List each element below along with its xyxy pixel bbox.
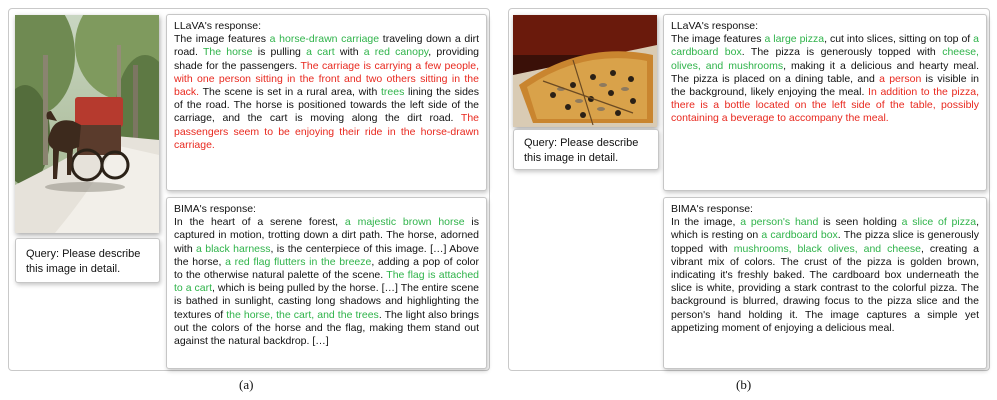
correct-phrase: a majestic brown horse [344, 216, 465, 229]
response-text-segment: In the heart of a serene forest, [174, 216, 345, 229]
correct-phrase: a cart [306, 46, 335, 59]
panel-a [8, 8, 490, 371]
response-text-segment: , adding a pop of color to the otherwise natural palette of the scene. [174, 255, 479, 282]
response-text-segment: , cut into slices, sitting on top of [824, 33, 974, 46]
llava-response-text [671, 33, 979, 124]
correct-phrase: a person's hand [740, 216, 819, 229]
caption-a: (a) [239, 377, 254, 392]
hallucinated-phrase: The passengers seem to be enjoying their ride in the horse-drawn carriage. [174, 112, 479, 151]
hallucinated-phrase: The carriage is carrying a few people, with one person sitting in the front and two others sitting in the back. [174, 59, 479, 99]
response-text-segment: , is the centerpiece of this image. […] Above the horse, [174, 242, 479, 268]
correct-phrase: a red canopy [363, 46, 429, 59]
query-box: Query: Please describe this image in detail. [513, 129, 659, 170]
bima-response-text [174, 216, 479, 347]
correct-phrase: trees [381, 86, 405, 99]
correct-phrase: cheese, olives, and mushrooms [671, 46, 979, 72]
response-text-segment: traveling down a dirt road. [174, 33, 479, 59]
correct-phrase: mushrooms, black olives, and cheese [733, 242, 921, 255]
bima-response-title: BIMA's response: [671, 203, 753, 215]
response-text-segment: is visible in the background, likely enjoying the meal. [671, 72, 979, 99]
correct-phrase: The flag is attached to a cart [174, 269, 480, 295]
response-text-segment: . The pizza is generously topped with [741, 46, 943, 59]
bima-response-box [663, 197, 987, 369]
bima-response-title: BIMA's response: [174, 203, 256, 215]
correct-phrase: a slice of pizza [901, 216, 977, 229]
response-text-segment: , which is resting on [671, 216, 979, 242]
pizza-photo [513, 15, 657, 127]
correct-phrase: a black harness [196, 242, 271, 255]
response-text-segment: . The pizza slice is generously topped with [671, 229, 979, 255]
caption-b: (b) [736, 377, 752, 392]
response-text-segment: is seen holding [818, 216, 902, 229]
bima-response-box [166, 197, 487, 369]
response-text-segment: , making it a delicious and hearty meal. The pizza is placed on a dining table, and [671, 59, 979, 85]
response-text-segment: is pulling [252, 46, 307, 59]
response-text-segment: In the image, [671, 216, 741, 229]
correct-phrase: the horse, the cart, and the trees [226, 308, 379, 321]
correct-phrase: a cardboard box [761, 229, 838, 242]
llava-response-box [663, 14, 987, 191]
query-box: Query: Please describe this image in detail. [15, 238, 160, 283]
response-text-segment: , which is being pulled by the horse. […] The entire scene is bathed in sunlight, casting long shadows and highlighting the textures of [174, 282, 479, 321]
response-text-segment: , providing shade for the passengers. [174, 46, 479, 72]
hallucinated-phrase: a person [879, 72, 922, 85]
panel-b [508, 8, 990, 371]
bima-response-text [671, 216, 979, 334]
llava-response-box [166, 14, 487, 191]
correct-phrase: a cardboard box [671, 33, 980, 59]
pizza-illustration [513, 15, 657, 127]
horse-carriage-illustration [15, 15, 159, 233]
response-text-segment: The image features [671, 33, 765, 46]
horse-carriage-photo [15, 15, 159, 233]
response-text-segment: lining the sides of the road. The horse is positioned towards the left side of the carriage, and the cart is moving along the dirt road. [174, 86, 479, 125]
correct-phrase: a red flag flutters in the breeze [225, 255, 372, 268]
llava-response-text [174, 33, 479, 151]
correct-phrase: a large pizza [764, 33, 825, 46]
correct-phrase: The horse [202, 46, 253, 59]
response-text-segment: The scene is set in a rural area, with [199, 86, 381, 99]
response-text-segment: The image features [174, 33, 270, 46]
llava-response-title: LLaVA's response: [671, 20, 759, 32]
response-text-segment: with [334, 46, 364, 59]
correct-phrase: a horse-drawn carriage [269, 33, 380, 46]
response-text-segment: , creating a vibrant mix of colors. The crust of the pizza is golden brown, indicating it's freshly baked. The cardboard box underneath the slice is white, providing a stark contrast to the colorful pizza. The background is blurred, drawing focus to the pizza slice and the person's hand holding it. The image captures a simple yet appetizing moment of enjoying a delicious meal. [671, 242, 979, 334]
response-text-segment: . The light also brings out the colors of the horse and the flag, making them stand out against the natural backdrop. […] [174, 308, 479, 348]
hallucinated-phrase: In addition to the pizza, there is a bottle located on the left side of the table, possibly containing a beverage to accompany the meal. [671, 86, 979, 125]
llava-response-title: LLaVA's response: [174, 20, 262, 32]
response-text-segment: is captured in motion, trotting down a dirt path. The horse, adorned with [174, 216, 480, 255]
